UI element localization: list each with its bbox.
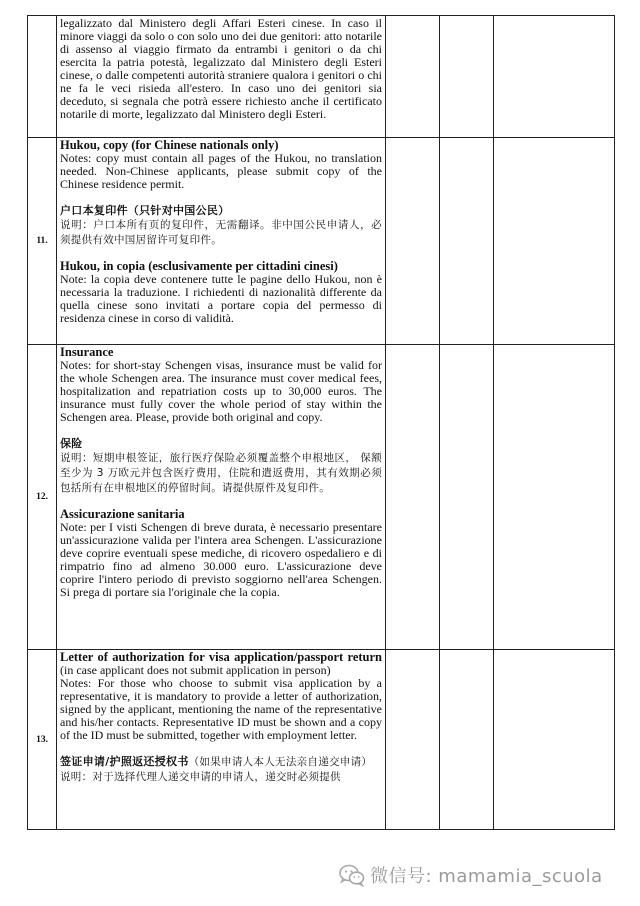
row-description bbox=[57, 16, 386, 138]
insurance-title-en: Insurance bbox=[60, 345, 114, 359]
check-cell bbox=[386, 345, 440, 650]
watermark-text: 微信号: mamamia_scuola bbox=[370, 866, 603, 887]
check-cell bbox=[386, 16, 440, 138]
authorization-title-zh-bold: 签证申请/护照返还授权书 bbox=[60, 755, 189, 768]
wechat-icon bbox=[338, 863, 366, 887]
row-number: 12. bbox=[28, 345, 57, 650]
check-cell bbox=[386, 650, 440, 830]
check-cell bbox=[440, 138, 494, 345]
insurance-note-en: Notes: for short-stay Schengen visas, insurance must be valid for the whole Schengen area. The insurance must cover medical fees, hospitalization and repatriation costs up to 30,000 euros. The insurance must fully cover the whole period of stay within the Schengen area. Please, provide both original and copy. bbox=[60, 358, 382, 424]
insurance-title-zh: 保险 bbox=[60, 437, 83, 450]
authorization-title-en bbox=[60, 651, 382, 677]
row-description bbox=[57, 345, 386, 650]
hukou-title-en: Hukou, copy (for Chinese nationals only) bbox=[60, 138, 279, 152]
document-table bbox=[27, 15, 615, 830]
minor-travel-text: legalizzato dal Ministero degli Affari Esteri cinese. In caso il minore viaggi da solo o con solo uno dei due genitori: atto notarile di assenso al viaggio firmato da entrambi i genitori o da chi esercita la patria potestà, legalizzato dal Ministero degli Esteri cinese, o dalle competenti autorità straniere qualora i genitori o chi ne fa le veci risieda all'estero. In caso uno dei genitori sia deceduto, si segnala che potrà essere richiesto anche il certificato notarile di morte, legalizzato dal Ministero degli Esteri. bbox=[60, 16, 382, 121]
authorization-note-zh: 说明：对于选择代理人递交申请的申请人，递交时必须提供 bbox=[60, 771, 341, 783]
table-row bbox=[28, 138, 615, 345]
check-cell bbox=[440, 650, 494, 830]
notes-cell bbox=[494, 345, 615, 650]
table-row bbox=[28, 16, 615, 138]
watermark bbox=[338, 858, 628, 892]
hukou-title-it: Hukou, in copia (esclusivamente per cittadini cinesi) bbox=[60, 259, 338, 273]
authorization-title-en-bold: Letter of authorization for visa application/passport return bbox=[60, 650, 382, 664]
notes-cell bbox=[494, 650, 615, 830]
row-number: 11. bbox=[28, 138, 57, 345]
notes-cell bbox=[494, 138, 615, 345]
insurance-note-zh: 说明：短期申根签证，旅行医疗保险必须覆盖整个申根地区， 保额至少为 3 万欧元并包含医疗费用，住院和遣返费用，其有效期必须包括所有在申根地区的停留时间。请提供原件及复印件。 bbox=[60, 452, 382, 494]
check-cell bbox=[386, 138, 440, 345]
hukou-title-zh: 户口本复印件（只针对中国公民） bbox=[60, 204, 230, 217]
authorization-title-en-note: (in case applicant does not submit application in person) bbox=[60, 663, 331, 677]
table-row bbox=[28, 345, 615, 650]
hukou-note-zh: 说明：户口本所有页的复印件，无需翻译。非中国公民申请人，必须提供有效中国居留许可复印件。 bbox=[60, 219, 382, 246]
authorization-title-zh-note: （如果申请人本人无法亲自递交申请） bbox=[188, 756, 373, 768]
notes-cell bbox=[494, 16, 615, 138]
row-number: 13. bbox=[28, 650, 57, 830]
insurance-title-it: Assicurazione sanitaria bbox=[60, 507, 185, 521]
authorization-note-en: Notes: For those who choose to submit visa application by a representative, it is mandatory to provide a letter of authorization, signed by the applicant, mentioning the name of the representative and his/her contacts. Representative ID must be shown and a copy of the ID must be submitted, together with employment letter. bbox=[60, 676, 382, 742]
row-description bbox=[57, 650, 386, 830]
authorization-title-zh bbox=[60, 754, 382, 770]
row-description bbox=[57, 138, 386, 345]
insurance-note-it: Note: per I visti Schengen di breve durata, è necessario presentare un'assicurazione valida per l'intera area Schengen. L'assicurazione deve coprire eventuali spese mediche, di ricovero ospedaliero e di rimpatrio fino ad almeno 30.000 euro. L'assicurazione deve coprire l'intero periodo di previsto soggiorno nell'area Schengen. Si prega di portare sia l'originale che la copia. bbox=[60, 520, 382, 599]
hukou-note-en: Notes: copy must contain all pages of the Hukou, no translation needed. Non-Chinese applicants, please submit copy of the Chinese residence permit. bbox=[60, 151, 382, 191]
check-cell bbox=[440, 345, 494, 650]
check-cell bbox=[440, 16, 494, 138]
row-number bbox=[28, 16, 57, 138]
table-row bbox=[28, 650, 615, 830]
hukou-note-it: Note: la copia deve contenere tutte le pagine dello Hukou, non è necessaria la traduzione. I richiedenti di nazionalità differente da quella cinese sono invitati a portare copia del permesso di residenza cinese in corso di validità. bbox=[60, 272, 382, 325]
